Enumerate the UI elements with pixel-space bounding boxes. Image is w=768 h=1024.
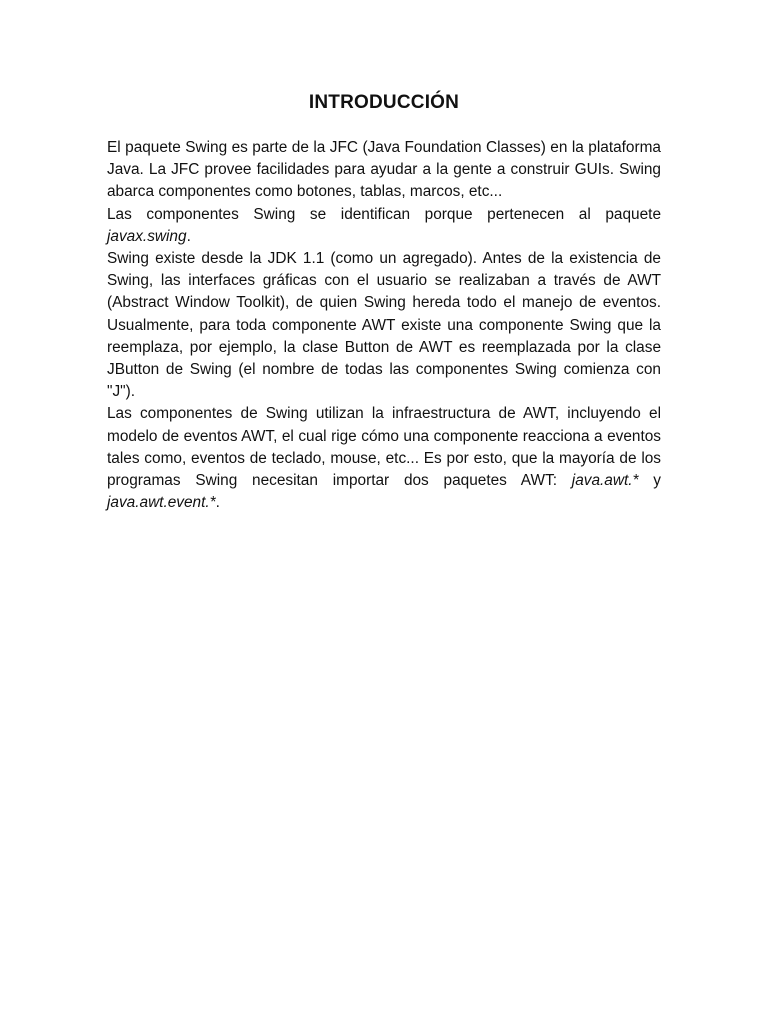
package-name-java-awt: java.awt.* — [571, 472, 639, 490]
paragraph-4-conjunction: y — [638, 472, 661, 490]
paragraph-3-text: Swing existe desde la JDK 1.1 (como un agregado). Antes de la existencia de Swing, las interfaces gráficas con el usuario se realizaban a través de AWT (Abstract Window Toolkit), de quien Swing hereda todo el manejo de eventos. Usualmente, para toda componente AWT existe una componente Swing que la reemplaza, por ejemplo, la clase Button de AWT es reemplazada por la clase JButton de Swing (el nombre de todas las componentes Swing comienza con "J"). — [107, 250, 661, 401]
paragraph-2-text: Las componentes Swing se identifican porque pertenecen al paquete — [107, 205, 661, 223]
paragraph-1 — [107, 137, 661, 204]
package-name-javax-swing: javax.swing — [107, 227, 187, 245]
paragraph-4-text: Las componentes de Swing utilizan la infraestructura de AWT, incluyendo el modelo de eventos AWT, el cual rige cómo una componente reacciona a eventos tales como, eventos de teclado, mouse, etc... Es por esto, que la mayoría de los programas Swing necesitan importar dos paquetes AWT: — [107, 405, 661, 490]
package-name-java-awt-event: java.awt.event.* — [107, 494, 216, 512]
page-title: INTRODUCCIÓN — [308, 92, 460, 113]
paragraph-4-period: . — [215, 494, 220, 512]
paragraph-2-period: . — [186, 227, 191, 245]
paragraph-2 — [107, 204, 661, 248]
paragraph-3 — [107, 248, 661, 403]
document-body — [107, 137, 661, 514]
paragraph-1-text: El paquete Swing es parte de la JFC (Java Foundation Classes) en la plataforma Java. La JFC provee facilidades para ayudar a la gente a construir GUIs. Swing abarca componentes como botones, tablas, marcos, etc... — [107, 139, 661, 201]
paragraph-4 — [107, 403, 661, 514]
